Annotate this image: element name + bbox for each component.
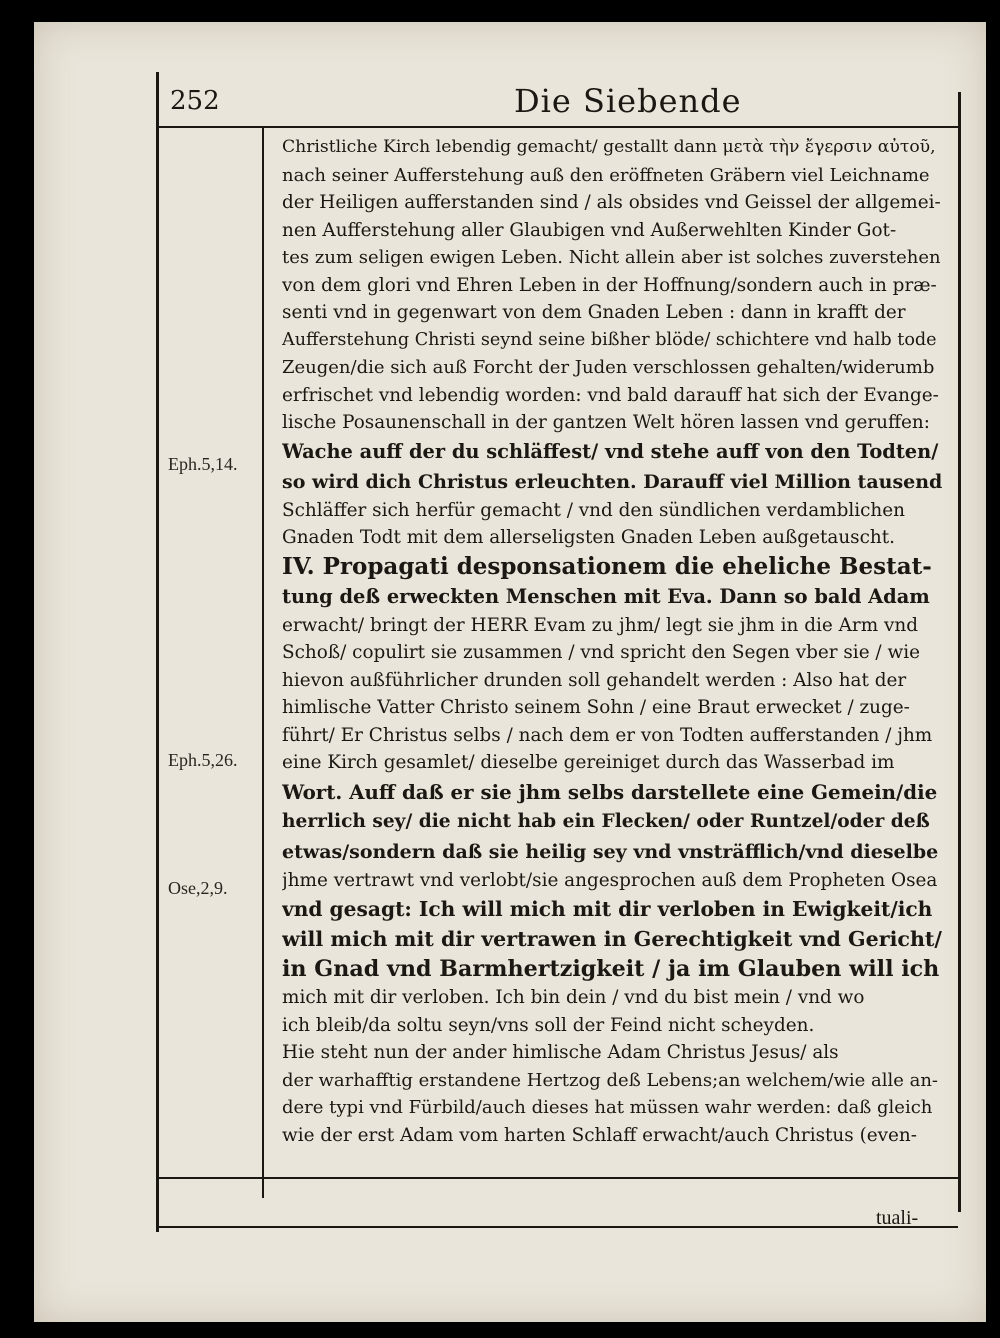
emphasized-quote-line: Wort. Auff daß er sie jhm selbs darstellete eine Gemein/die [282, 779, 938, 804]
text-line: jhme vertrawt vnd verlobt/sie angesprochen auß dem Propheten Osea [282, 869, 938, 891]
text-line: Schläffer sich herfür gemacht / vnd den sündlichen verdamblichen [282, 499, 906, 521]
text-line: Hie steht nun der ander himlische Adam Christus Jesus/ als [282, 1042, 839, 1063]
emphasized-quote-line: vnd gesagt: Ich will mich mit dir verloben in Ewigkeit/ich [282, 897, 933, 921]
text-line: erfrischet vnd lebendig worden: vnd bald darauff hat sich der Evange- [282, 384, 939, 406]
emphasized-quote-line: etwas/sondern daß sie heilig sey vnd vnsträfflich/vnd dieselbe [282, 840, 939, 863]
emphasized-quote-line: herrlich sey/ die nicht hab ein Flecken/ oder Runtzel/oder deß [282, 810, 930, 832]
book-page [34, 22, 986, 1322]
footer-rule-upper [158, 1177, 958, 1179]
text-line: von dem glori vnd Ehren Leben in der Hoffnung/sondern auch in præ- [282, 274, 937, 296]
margin-note-ose-2-9: Ose,2,9. [168, 878, 228, 898]
right-frame-rule [958, 92, 961, 1212]
text-line: dere typi vnd Fürbild/auch dieses hat müssen wahr werden: daß gleich [282, 1097, 933, 1118]
text-line: der warhafftig erstandene Hertzog deß Lebens;an welchem/wie alle an- [282, 1069, 939, 1091]
text-line: wie der erst Adam vom harten Schlaff erwacht/auch Christus (even- [282, 1124, 917, 1146]
page-number: 252 [170, 86, 220, 116]
emphasized-quote-line: so wird dich Christus erleuchten. Darauff viel Million tausend [282, 470, 942, 493]
text-line: führt/ Er Christus selbs / nach dem er von Todten aufferstanden / jhm [282, 724, 933, 746]
text-line: hievon außführlicher drunden soll gehandelt werden : Also hat der [282, 669, 907, 691]
text-line: Gnaden Todt mit dem allerseligsten Gnaden Leben außgetauscht. [282, 527, 895, 548]
text-line: nach seiner Aufferstehung auß den eröffneten Gräbern viel Leichname [282, 164, 930, 186]
section-heading-line: IV. Propagati desponsationem die eheliche Bestat- [282, 552, 932, 580]
text-line: senti vnd in gegenwart von dem Gnaden Leben : dann in krafft der [282, 302, 906, 323]
main-text-column [282, 134, 942, 1149]
text-line: Zeugen/die sich auß Forcht der Juden verschlossen gehalten/widerumb [282, 357, 935, 378]
text-line: himlische Vatter Christo seinem Sohn / eine Braut erwecket / zuge- [282, 697, 910, 718]
text-line: mich mit dir verloben. Ich bin dein / vnd du bist mein / vnd wo [282, 987, 865, 1008]
catchword: tuali- [876, 1207, 919, 1229]
margin-note-eph-5-26: Eph.5,26. [168, 750, 238, 770]
text-line: Aufferstehung Christi seynd seine bißher blöde/ schichtere vnd halb tode [282, 329, 937, 350]
text-line: ich bleib/da soltu seyn/vns soll der Feind nicht scheyden. [282, 1014, 815, 1036]
text-line: erwacht/ bringt der HERR Evam zu jhm/ legt sie jhm in die Arm vnd [282, 614, 918, 636]
emphasized-quote-line: will mich mit dir vertrawen in Gerechtigkeit vnd Gericht/ [282, 927, 942, 951]
text-line: eine Kirch gesamlet/ dieselbe gereiniget durch das Wasserbad im [282, 752, 895, 773]
text-line: Christliche Kirch lebendig gemacht/ gestallt dann μετὰ τὴν ἔγερσιν αὐτοῦ, [282, 137, 936, 157]
text-line: lische Posaunenschall in der gantzen Welt hören lassen vnd geruffen: [282, 412, 930, 433]
text-line: der Heiligen aufferstanden sind / als obsides vnd Geissel der allgemei- [282, 192, 941, 213]
footer-rule-lower [158, 1226, 958, 1228]
column-divider-rule [262, 128, 264, 1198]
section-heading-line: tung deß erweckten Menschen mit Eva. Dann so bald Adam [282, 584, 930, 608]
emphasized-quote-line: in Gnad vnd Barmhertzigkeit / ja im Glauben will ich [282, 956, 940, 982]
text-line: tes zum seligen ewigen Leben. Nicht allein aber ist solches zuverstehen [282, 247, 941, 268]
text-line: nen Aufferstehung aller Glaubigen vnd Außerwehlten Kinder Got- [282, 219, 897, 241]
left-frame-rule [156, 72, 159, 1232]
running-title: Die Siebende [514, 82, 742, 120]
emphasized-quote-line: Wache auff der du schläffest/ vnd stehe auff von den Todten/ [282, 439, 939, 463]
text-line: Schoß/ copulirt sie zusammen / vnd spricht den Segen vber sie / wie [282, 642, 920, 663]
margin-note-eph-5-14: Eph.5,14. [168, 454, 238, 474]
header-rule [158, 126, 958, 128]
